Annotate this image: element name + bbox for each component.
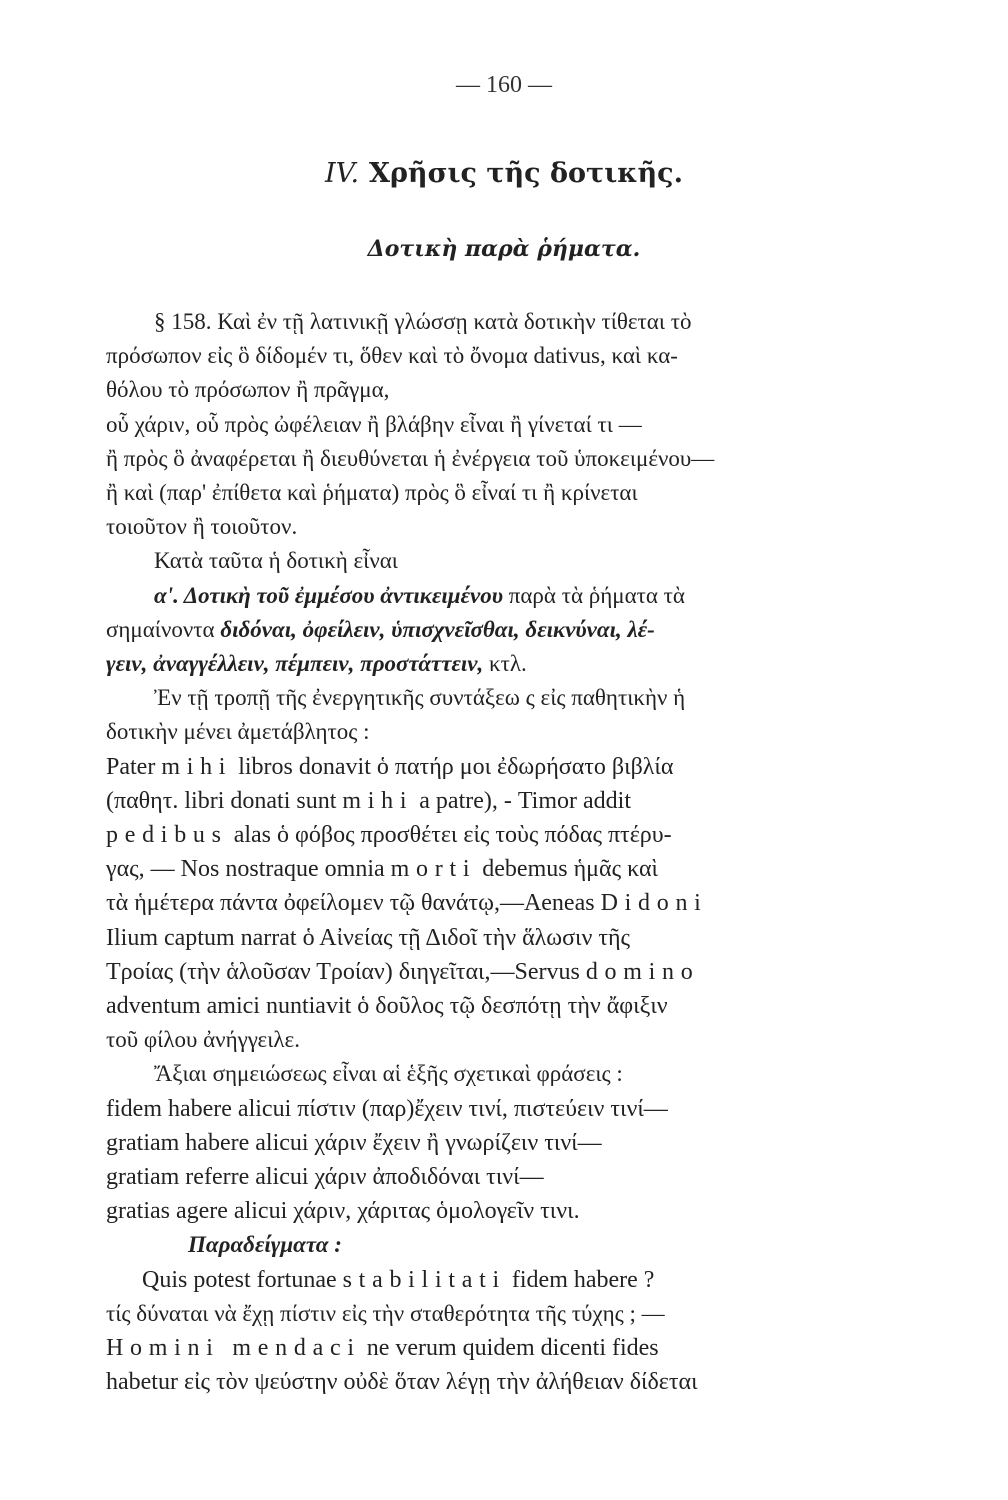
emphasis-heading: α'. Δοτικὴ τοῦ ἐμμέσου ἀντικειμένου bbox=[154, 582, 504, 608]
spaced-word: Homini mendaci bbox=[106, 1335, 361, 1362]
text-line: Ilium captum narrat ὁ Αἰνείας τῇ Διδοῖ τὴν ἅλωσιν τῆς bbox=[106, 924, 631, 951]
text-span: (παθητ. libri donati sunt bbox=[106, 787, 343, 814]
text-span: libros donavit ὁ πατήρ μοι ἐδωρήσατο βιβλία bbox=[232, 753, 674, 780]
text-line: gratiam habere alicui χάριν ἔχειν ἢ γνωρίζειν τινί— bbox=[106, 1129, 602, 1156]
text-line: δοτικὴν μένει ἀμετάβλητος : bbox=[106, 719, 370, 745]
text-line bbox=[106, 750, 872, 784]
page-number: — 160 — bbox=[456, 72, 552, 98]
body-text bbox=[106, 305, 872, 1400]
text-span: Quis potest fortunae bbox=[142, 1266, 343, 1293]
text-line: Ἐν τῇ τροπῇ τῆς ἐνεργητικῆς συντάξεω ς εἰς παθητικὴν ἡ bbox=[154, 685, 686, 711]
text-line: gratias agere alicui χάριν, χάριτας ὁμολογεῖν τινι. bbox=[106, 1198, 580, 1225]
text-line: Ἄξιαι σημειώσεως εἶναι αἱ ἑξῆς σχετικαὶ φράσεις : bbox=[154, 1061, 623, 1087]
text-line: fidem habere alicui πίστιν (παρ)ἔχειν τινί, πιστεύειν τινί— bbox=[106, 1095, 668, 1122]
text-span: a patre), - Timor addit bbox=[413, 787, 631, 814]
text-line bbox=[106, 579, 872, 613]
spaced-word: stabilitati bbox=[342, 1266, 506, 1293]
verb-list: γειν, ἀναγγέλλειν, πέμπειν, προστάττειν, bbox=[106, 651, 484, 677]
text-line bbox=[106, 1331, 872, 1365]
text-line: gratiam referre alicui χάριν ἀποδιδόναι τινί— bbox=[106, 1164, 544, 1191]
text-line: adventum amici nuntiavit ὁ δοῦλος τῷ δεσπότῃ τὴν ἄφιξιν bbox=[106, 993, 668, 1020]
text-line bbox=[106, 647, 872, 681]
text-line: ἢ καὶ (παρ' ἐπίθετα καὶ ῥήματα) πρὸς ὃ εἶναί τι ἢ κρίνεται bbox=[106, 480, 638, 506]
text-span: κτλ. bbox=[483, 651, 527, 677]
text-line bbox=[106, 886, 872, 920]
examples-heading: Παραδείγματα : bbox=[188, 1232, 342, 1258]
verb-list: διδόναι, ὀφείλειν, ὑπισχνεῖσθαι, δεικνύναι, λέ- bbox=[220, 616, 655, 642]
spaced-word: domino bbox=[585, 958, 700, 985]
text-line bbox=[106, 955, 872, 989]
text-span: παρὰ τὰ ῥήματα τὰ bbox=[503, 582, 685, 608]
spaced-word: mihi bbox=[342, 787, 414, 814]
text-span: Τροίας (τὴν ἁλοῦσαν Τροίαν) διηγεῖται,—Servus bbox=[106, 958, 586, 985]
chapter-title bbox=[0, 158, 1008, 189]
spaced-word: mihi bbox=[161, 753, 233, 780]
text-line: Κατὰ ταῦτα ἡ δοτικὴ εἶναι bbox=[154, 548, 398, 574]
text-line: habetur εἰς τὸν ψεύστην οὐδὲ ὅταν λέγῃ τὴν ἀλήθειαν δίδεται bbox=[106, 1369, 698, 1396]
chapter-numeral: IV. bbox=[325, 158, 360, 189]
text-line: πρόσωπον εἰς ὃ δίδομέν τι, ὅθεν καὶ τὸ ὄνομα dativus, καὶ κα- bbox=[106, 343, 678, 369]
text-line: τοῦ φίλου ἀνήγγειλε. bbox=[106, 1027, 300, 1053]
text-line: θόλου τὸ πρόσωπον ἢ πρᾶγμα, bbox=[106, 377, 390, 403]
text-line: § 158. Καὶ ἐν τῇ λατινικῇ γλώσσῃ κατὰ δοτικὴν τίθεται τὸ bbox=[154, 309, 692, 334]
text-line bbox=[106, 1263, 872, 1297]
chapter-title-text: Χρῆσις τῆς δοτικῆς. bbox=[369, 158, 683, 189]
text-line bbox=[106, 852, 872, 886]
spaced-word: Didoni bbox=[600, 890, 708, 917]
text-span: Pater bbox=[106, 753, 162, 780]
text-line: τοιοῦτον ἢ τοιοῦτον. bbox=[106, 514, 298, 540]
text-span: debemus ἡμᾶς καὶ bbox=[476, 856, 658, 883]
text-span: τὰ ἡμέτερα πάντα ὀφείλομεν τῷ θανάτῳ,—Aeneas bbox=[106, 890, 601, 917]
text-line: ἢ πρὸς ὃ ἀναφέρεται ἢ διευθύνεται ἡ ἐνέργεια τοῦ ὑποκειμένου— bbox=[106, 445, 715, 471]
text-line bbox=[106, 613, 872, 647]
text-span: σημαίνοντα bbox=[106, 616, 221, 642]
text-line: τίς δύναται νὰ ἔχῃ πίστιν εἰς τὴν σταθερότητα τῆς τύχης ; — bbox=[106, 1300, 665, 1326]
text-span: γας, — Nos nostraque omnia bbox=[106, 856, 391, 883]
spaced-word: pedibus bbox=[106, 822, 228, 849]
section-subtitle: Δοτικὴ παρὰ ῥήματα. bbox=[367, 236, 641, 262]
text-line bbox=[106, 784, 872, 818]
text-span: ne verum quidem dicenti fides bbox=[360, 1335, 659, 1362]
text-line bbox=[106, 818, 872, 852]
text-line: οὗ χάριν, οὗ πρὸς ὠφέλειαν ἢ βλάβην εἶναι ἢ γίνεταί τι — bbox=[106, 411, 642, 437]
spaced-word: morti bbox=[390, 856, 477, 883]
text-span: fidem habere ? bbox=[505, 1266, 655, 1293]
text-span: alas ὁ φόβος προσθέτει εἰς τοὺς πόδας πτέρυ- bbox=[227, 822, 672, 849]
